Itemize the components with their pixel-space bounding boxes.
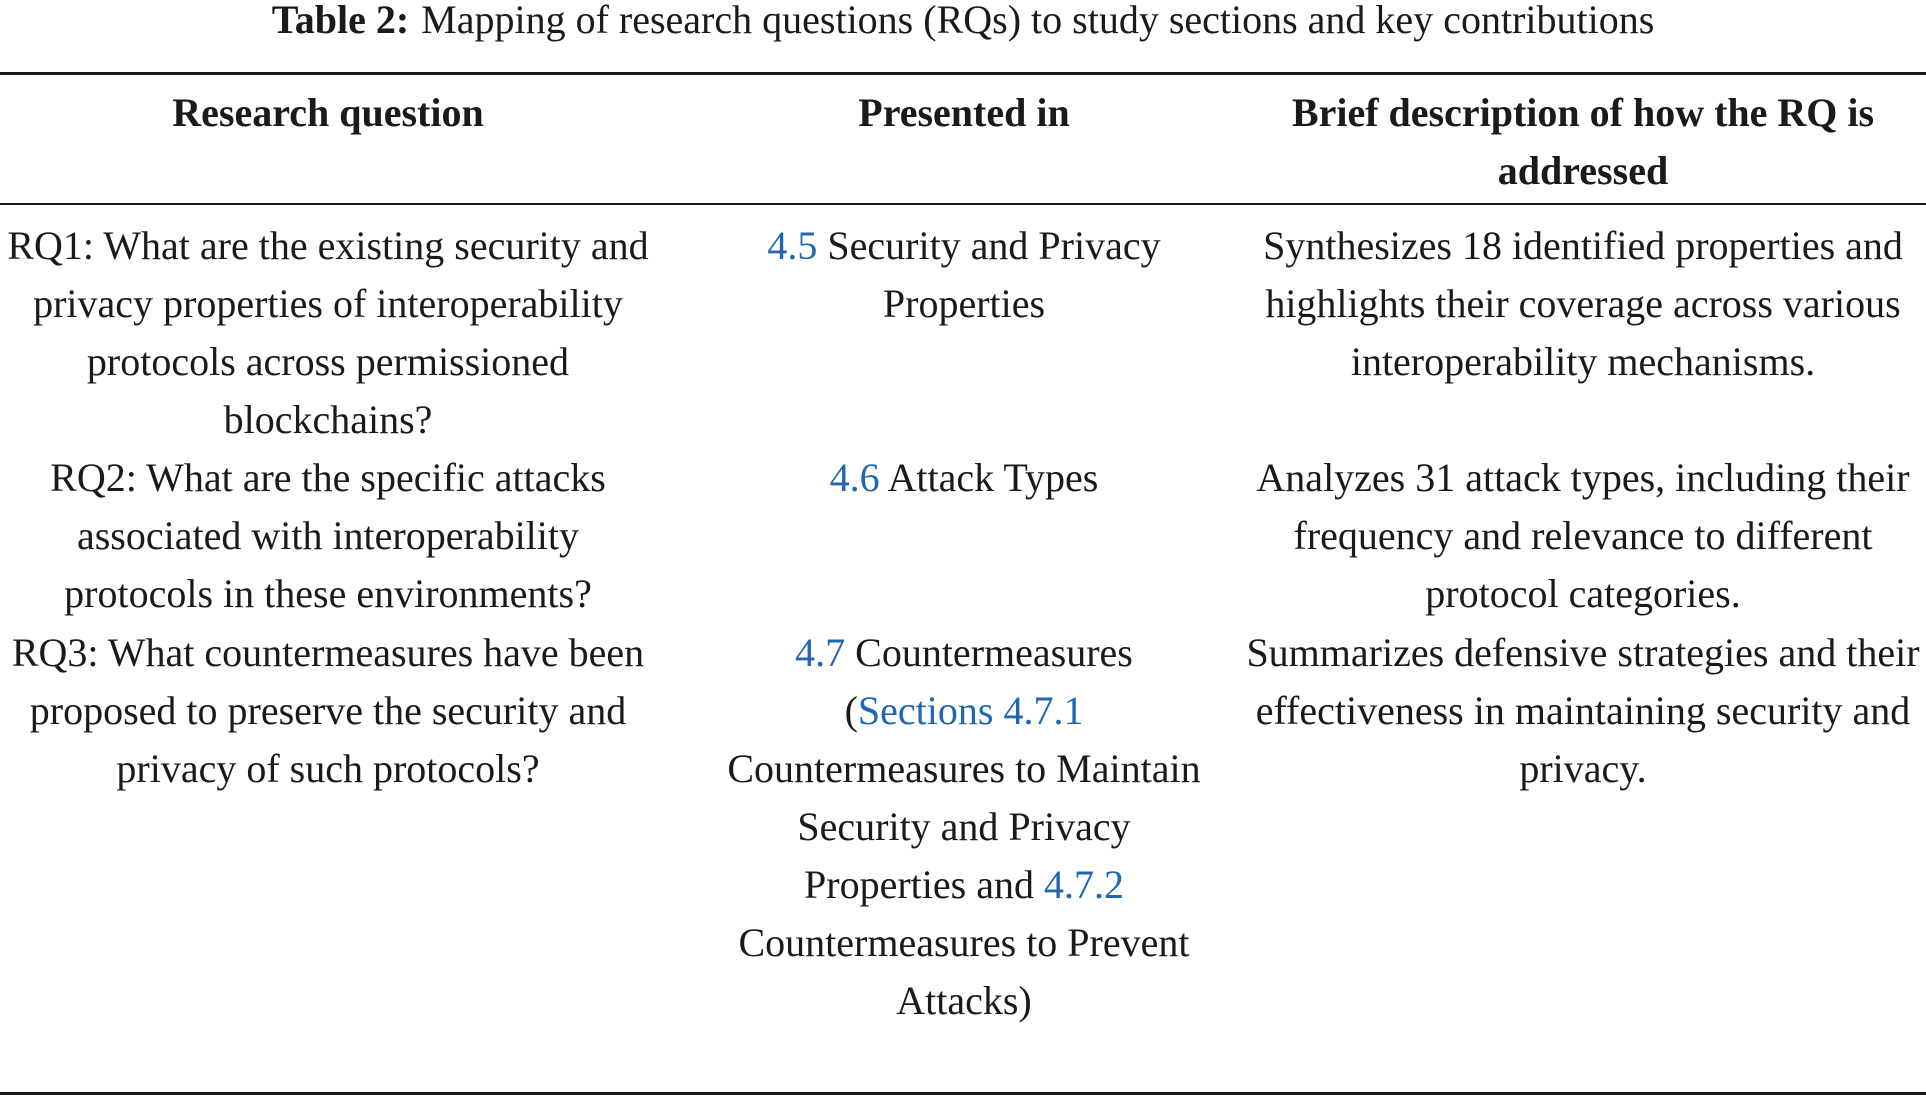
section-title: Security and Privacy Properties [817, 223, 1161, 326]
description-cell: Summarizes defensive strategies and their effectiveness in maintaining security and privacy. [1246, 630, 1920, 791]
presented-in-cell [716, 624, 1212, 1030]
section-title: Attack Types [879, 455, 1099, 500]
rq-cell: RQ3: What countermeasures have been proposed to preserve the security and privacy of such protocols? [11, 630, 645, 791]
table-caption [0, 0, 1926, 40]
section-link[interactable]: 4.5 [767, 223, 818, 268]
table-caption-text: Mapping of research questions (RQs) to study sections and key contributions [421, 0, 1655, 42]
rq-cell: RQ1: What are the existing security and privacy properties of interoperability protocols across permissioned blockchains? [7, 223, 649, 442]
table-top-rule [0, 72, 1926, 75]
subsection-title: Countermeasures to Maintain Security and Privacy Properties and [727, 746, 1201, 907]
rq-cell: RQ2: What are the specific attacks associated with interoperability protocols in these environments? [50, 455, 606, 616]
header-description: Brief description of how the RQ is addressed [1291, 90, 1875, 193]
subsection-link[interactable]: Sections 4.7.1 [857, 688, 1084, 733]
table-header-rule [0, 203, 1926, 205]
section-link[interactable]: 4.7 [795, 630, 846, 675]
subsection-link[interactable]: 4.7.2 [1043, 862, 1124, 907]
presented-in-cell [716, 449, 1212, 507]
section-title: Countermeasures ( [844, 630, 1133, 733]
subsection-title: Countermeasures to Prevent Attacks) [738, 920, 1190, 1023]
description-cell: Synthesizes 18 identified properties and highlights their coverage across various interoperability mechanisms. [1263, 223, 1903, 384]
header-presented-in: Presented in [858, 90, 1070, 135]
table-caption-label: Table 2: [271, 0, 410, 42]
table-bottom-rule [0, 1092, 1926, 1095]
section-link[interactable]: 4.6 [829, 455, 880, 500]
presented-in-cell [716, 217, 1212, 333]
header-research-question: Research question [172, 90, 484, 135]
description-cell: Analyzes 31 attack types, including their frequency and relevance to different protocol categories. [1256, 455, 1910, 616]
